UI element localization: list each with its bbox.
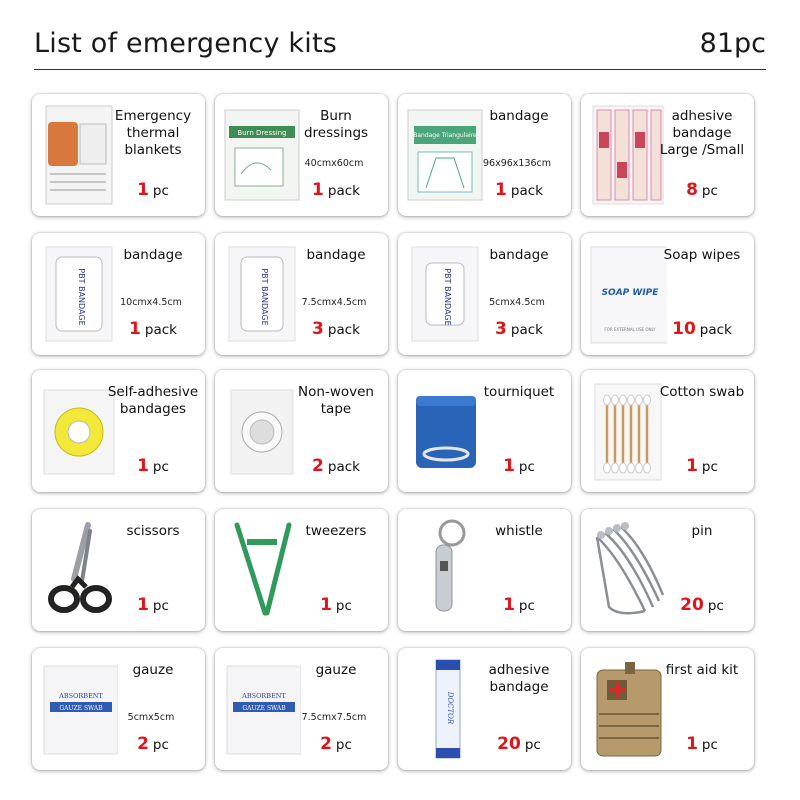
- item-quantity: [290, 595, 382, 615]
- quantity-unit: pc: [152, 737, 169, 753]
- quantity-unit: pc: [518, 459, 535, 475]
- package-label: GAUZE SWAB: [242, 705, 286, 712]
- kit-item-card: [398, 94, 571, 216]
- quantity-unit: pc: [518, 598, 535, 614]
- quantity-unit: pack: [144, 322, 177, 338]
- package-label: Bandage Triangulaire: [413, 132, 477, 139]
- quantity-unit: pack: [510, 322, 543, 338]
- item-quantity: [107, 734, 199, 754]
- package-label: DOCTOR: [446, 691, 454, 725]
- item-name: first aid kit: [665, 662, 739, 678]
- kit-item-card: [32, 509, 205, 631]
- kit-item-card: [581, 509, 754, 631]
- item-name: Self-adhesive bandages: [107, 384, 199, 417]
- kit-item-card: [215, 648, 388, 770]
- item-quantity: [473, 180, 565, 200]
- quantity-number: 8: [686, 180, 698, 200]
- package-brand: ABSORBENT: [59, 692, 103, 700]
- item-quantity: [656, 456, 748, 476]
- item-name: Burn dressings: [303, 108, 369, 141]
- total-count: 81pc: [699, 28, 766, 59]
- package-label: GAUZE SWAB: [59, 705, 103, 712]
- kit-item-card: [398, 370, 571, 492]
- item-quantity: [290, 456, 382, 476]
- quantity-unit: pack: [327, 183, 360, 199]
- quantity-unit: pc: [152, 183, 169, 199]
- item-quantity: [290, 319, 382, 339]
- quantity-number: 2: [312, 456, 324, 476]
- item-quantity: [290, 734, 382, 754]
- item-spec: 7.5cmx7.5cm: [301, 712, 367, 723]
- quantity-unit: pc: [701, 737, 718, 753]
- item-quantity: [107, 595, 199, 615]
- package-label: PBT BANDAGE: [77, 268, 86, 326]
- quantity-unit: pc: [152, 459, 169, 475]
- quantity-unit: pack: [510, 183, 543, 199]
- item-spec: 40cmx60cm: [304, 158, 364, 169]
- quantity-number: 1: [686, 456, 698, 476]
- kit-item-card: [581, 233, 754, 355]
- kit-item-card: [581, 648, 754, 770]
- item-name: Non-woven tape: [298, 384, 374, 417]
- page-title: List of emergency kits: [34, 28, 337, 59]
- kit-item-card: [215, 509, 388, 631]
- quantity-unit: pack: [327, 459, 360, 475]
- kit-grid: [32, 94, 780, 782]
- kit-item-card: [581, 370, 754, 492]
- item-quantity: [473, 595, 565, 615]
- quantity-number: 1: [503, 456, 515, 476]
- kit-item-card: [32, 648, 205, 770]
- kit-item-card: [215, 94, 388, 216]
- item-quantity: [473, 734, 565, 754]
- kit-item-card: [398, 648, 571, 770]
- quantity-number: 1: [320, 595, 332, 615]
- quantity-number: 3: [495, 319, 507, 339]
- quantity-number: 2: [137, 734, 149, 754]
- quantity-unit: pc: [335, 598, 352, 614]
- quantity-number: 1: [137, 456, 149, 476]
- page-header: [34, 26, 766, 70]
- package-note: FOR EXTERNAL USE ONLY: [604, 327, 656, 332]
- item-spec: 7.5cmx4.5cm: [301, 297, 367, 308]
- quantity-number: 1: [503, 595, 515, 615]
- quantity-unit: pc: [701, 459, 718, 475]
- quantity-number: 20: [497, 734, 521, 754]
- item-quantity: [473, 456, 565, 476]
- quantity-unit: pack: [327, 322, 360, 338]
- quantity-unit: pc: [335, 737, 352, 753]
- package-label: Burn Dressing: [237, 129, 287, 137]
- kit-item-card: [215, 233, 388, 355]
- item-name: scissors: [126, 523, 180, 539]
- item-spec: 96x96x136cm: [482, 158, 552, 169]
- quantity-number: 1: [137, 595, 149, 615]
- quantity-number: 10: [672, 319, 696, 339]
- kit-item-card: [398, 233, 571, 355]
- item-quantity: [107, 180, 199, 200]
- item-name: Emergency thermal blankets: [114, 108, 192, 158]
- item-name: pin: [691, 523, 713, 539]
- quantity-number: 1: [686, 734, 698, 754]
- item-name: bandage: [489, 108, 549, 124]
- quantity-unit: pc: [707, 598, 724, 614]
- item-name: whistle: [495, 523, 543, 539]
- package-label: SOAP WIPE: [601, 288, 659, 298]
- quantity-number: 20: [680, 595, 704, 615]
- item-name: adhesive bandage: [488, 662, 550, 695]
- quantity-unit: pc: [701, 183, 718, 199]
- item-quantity: [656, 180, 748, 200]
- item-name: tweezers: [305, 523, 367, 539]
- item-quantity: [473, 319, 565, 339]
- kit-item-card: [581, 94, 754, 216]
- package-label: PBT BANDAGE: [260, 268, 269, 326]
- kit-item-card: [398, 509, 571, 631]
- quantity-number: 1: [312, 180, 324, 200]
- item-quantity: [290, 180, 382, 200]
- item-spec: 5cmx5cm: [127, 712, 175, 723]
- item-quantity: [107, 456, 199, 476]
- kit-item-card: [215, 370, 388, 492]
- quantity-number: 1: [495, 180, 507, 200]
- item-quantity: [656, 319, 748, 339]
- item-name: gauze: [315, 662, 357, 678]
- item-name: bandage: [123, 247, 183, 263]
- quantity-unit: pack: [699, 322, 732, 338]
- kit-item-card: [32, 233, 205, 355]
- kit-item-card: [32, 370, 205, 492]
- item-name: bandage: [306, 247, 366, 263]
- quantity-number: 1: [137, 180, 149, 200]
- package-label: PBT BANDAGE: [443, 268, 452, 326]
- package-brand: ABSORBENT: [242, 692, 286, 700]
- item-name: Soap wipes: [663, 247, 741, 263]
- item-name: bandage: [489, 247, 549, 263]
- item-spec: 5cmx4.5cm: [489, 297, 545, 308]
- quantity-number: 3: [312, 319, 324, 339]
- item-quantity: [656, 734, 748, 754]
- quantity-unit: pc: [152, 598, 169, 614]
- quantity-number: 1: [129, 319, 141, 339]
- item-name: Cotton swab: [659, 384, 745, 400]
- kit-item-card: [32, 94, 205, 216]
- quantity-unit: pc: [524, 737, 541, 753]
- item-name: gauze: [132, 662, 174, 678]
- item-quantity: [107, 319, 199, 339]
- quantity-number: 2: [320, 734, 332, 754]
- item-name: tourniquet: [483, 384, 555, 400]
- item-spec: 10cmx4.5cm: [120, 297, 182, 308]
- item-name: adhesive bandage Large /Small: [659, 108, 745, 158]
- item-quantity: [656, 595, 748, 615]
